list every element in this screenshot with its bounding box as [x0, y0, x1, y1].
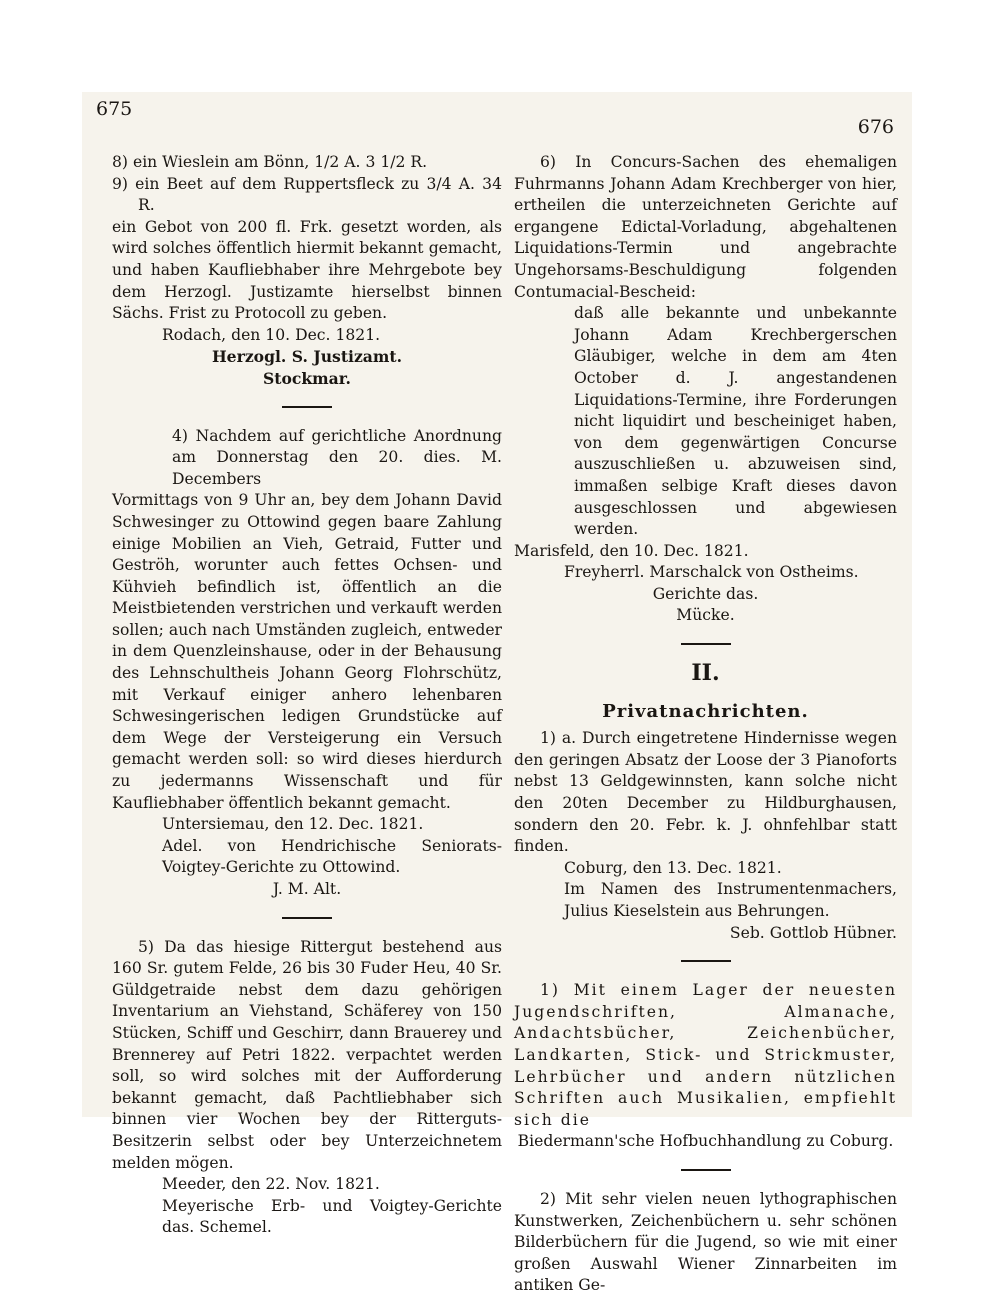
- notice-6-office-2: Gerichte das.: [652, 584, 759, 603]
- private-notice-1a-signature: Seb. Gottlob Hübner.: [729, 923, 897, 942]
- left-column: [112, 152, 502, 1239]
- notice-6-office: Freyherrl. Marschalck von Ostheims.: [564, 563, 859, 582]
- notice-6-signature: Mücke.: [676, 606, 735, 625]
- notice-5-place-date: Meeder, den 22. Nov. 1821.: [162, 1175, 380, 1194]
- notice-6-place-date: Marisfeld, den 10. Dec. 1821.: [514, 541, 749, 560]
- page-number-left: 675: [96, 98, 133, 120]
- notice-5-office: Meyerische Erb- und Voigtey-Gerichte das. Schemel.: [162, 1196, 502, 1237]
- notice-4-heading: 4) Nachdem auf gerichtliche Anordnung am Donnerstag den 20. dies. M. Decembers: [172, 426, 502, 488]
- newspaper-page: [82, 92, 912, 1295]
- divider: [681, 960, 731, 962]
- section-title: Privatnachrichten.: [602, 700, 809, 722]
- page-number-right: 676: [857, 116, 894, 138]
- private-notice-1a: 1) a. Durch eingetretene Hindernisse wegen den geringen Absatz der Loose der 3 Pianoforts nebst 13 Geldgewinnsten, kann solche nicht den 20ten December zu Hildburghausen, sondern den 20. Febr. k. J. ohnfehlbar statt finden.: [514, 729, 897, 856]
- notice-body: ein Gebot von 200 fl. Frk. gesetzt worden, als wird solches öffentlich hiermit bekannt gemacht, und haben Kaufliebhaber ihre Mehrgebote bey dem Herzogl. Justizamte hierselbst binnen Sächs. Frist zu Protocoll zu geben.: [112, 217, 502, 323]
- divider: [282, 406, 332, 408]
- private-notice-1b-firm: Biedermann'sche Hofbuchhandlung zu Coburg.: [517, 1132, 894, 1151]
- notice-4-place-date: Untersiemau, den 12. Dec. 1821.: [162, 815, 424, 834]
- notice-office: Herzogl. S. Justizamt.: [211, 347, 403, 367]
- notice-4-office: Adel. von Hendrichische Seniorats-Voigtey-Gerichte zu Ottowind.: [162, 836, 502, 877]
- section-numeral: II.: [691, 660, 720, 687]
- divider: [681, 643, 731, 645]
- private-notice-1a-name: Im Namen des Instrumentenmachers, Julius Kieselstein aus Behrungen.: [564, 880, 897, 920]
- notice-5-body: 5) Da das hiesige Rittergut bestehend aus 160 Sr. gutem Felde, 26 bis 30 Fuder Heu, 40 Sr. Güldgetraide nebst dem dazu gehörigen Inventarium an Viehstand, Schäferey von 150 Stücken, Schiff und Geschirr, dann Brauerey und Brennerey auf Petri 1822. verpachtet werden soll, so wird solches mit der Aufforderung bekannt gemacht, daß Pachtliebhaber sich binnen vier Wochen bey der Ritterguts-Besitzerin selbst oder bey Unterzeichnetem melden mögen.: [112, 937, 502, 1172]
- right-column: [514, 152, 897, 1297]
- notice-signature: Stockmar.: [263, 368, 351, 388]
- private-notice-2: 2) Mit sehr vielen neuen lythographischen Kunstwerken, Zeichenbüchern u. sehr schönen Bilderbüchern für die Jugend, so wie mit einer großen Auswahl Wiener Zinnarbeiten im antiken Ge-: [514, 1189, 897, 1295]
- private-notice-1b: 1) Mit einem Lager der neuesten Jugendschriften, Almanache, Andachtsbücher, Zeichenbücher, Landkarten, Stick- und Strickmuster, Lehrbücher und andern nützlichen Schriften auch Musikalien, empfiehlt sich die: [514, 981, 897, 1129]
- item-8: 8) ein Wieslein am Bönn, 1/2 A. 3 1/2 R.: [112, 153, 428, 171]
- divider: [681, 1169, 731, 1171]
- item-9: 9) ein Beet auf dem Ruppertsfleck zu 3/4 A. 34 R.: [112, 174, 502, 215]
- divider: [282, 917, 332, 919]
- notice-6-body: 6) In Concurs-Sachen des ehemaligen Fuhrmanns Johann Adam Krechberger von hier, ertheilen die unterzeichneten Gerichte auf ergangene Edictal-Vorladung, abgehaltenen Liquidations-Termin und angebrachte Ungehorsams-Beschuldigung folgenden Contumacial-Bescheid:: [514, 153, 897, 301]
- notice-4-body: Vormittags von 9 Uhr an, bey dem Johann David Schwesinger zu Ottowind gegen baare Zahlung einige Mobilien an Vieh, Getraid, Futter und Geströh, worunter auch fettes Ochsen- und Kühvieh befindlich ist, öffentlich an die Meistbietenden verstrichen und verkauft werden sollen; auch nach Umständen zugleich, entweder in dem Quenzleinshause, oder in der Behausung des Lehnschultheis Johann Georg Flohrschütz, mit Verkauf einiger anhero lehenbaren Schwesingerischen ledigen Grundstücke auf dem Wege der Versteigerung ein Versuch gemacht werden soll: so wird dieses hierdurch zu jedermanns Wissenschaft und für Kaufliebhaber öffentlich bekannt gemacht.: [112, 491, 502, 812]
- notice-6-decree: daß alle bekannte und unbekannte Johann Adam Krechbergerschen Gläubiger, welche in dem am 4ten October d. J. angestandenen Liquidations-Termine, ihre Forderungen nicht liquidirt und bescheiniget haben, von dem gegenwärtigen Concurse auszuschließen u. abzuweisen sind, immaßen selbige Kraft dieses davon ausgeschlossen und abgewiesen werden.: [574, 304, 897, 539]
- notice-4-signature: J. M. Alt.: [272, 880, 342, 898]
- notice-place-date: Rodach, den 10. Dec. 1821.: [162, 325, 381, 344]
- private-notice-1a-place-date: Coburg, den 13. Dec. 1821.: [564, 858, 782, 877]
